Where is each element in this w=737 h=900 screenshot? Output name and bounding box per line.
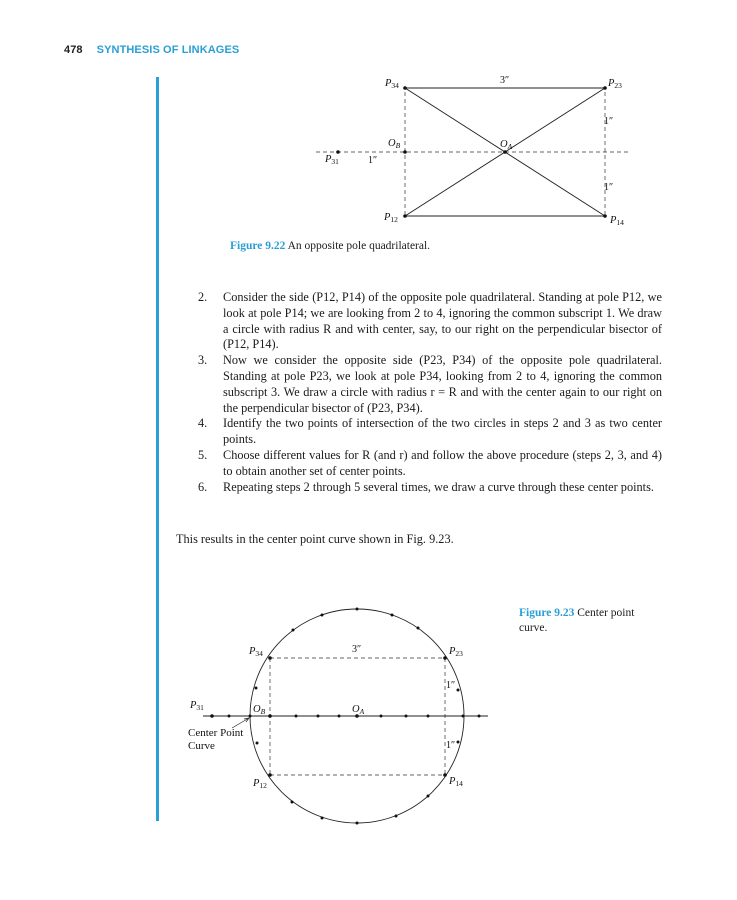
fig922-point-ob <box>403 150 407 154</box>
fig923-axis-point <box>405 715 408 718</box>
fig923-curve-point <box>356 822 359 825</box>
fig922-dim-right-lower: 1″ <box>604 182 614 193</box>
step-5-number: 5. <box>198 447 208 462</box>
fig923-curve-point <box>356 608 359 611</box>
fig923-pole-p34 <box>268 656 272 660</box>
fig922-label-oa: OA <box>500 139 513 151</box>
fig923-curve-label-line1: Center Point <box>188 727 244 739</box>
fig923-axis-point <box>295 715 298 718</box>
fig923-curve-point <box>255 687 258 690</box>
fig923-curve-label-arrow <box>244 718 249 722</box>
fig923-curve-label-line2: Curve <box>188 740 215 752</box>
fig923-point-ob <box>268 714 272 718</box>
fig923-label-oa: OA <box>352 704 365 716</box>
fig922-label-p34: P34 <box>385 78 399 90</box>
fig923-axis-point <box>427 715 430 718</box>
fig922-dim-left: 1″ <box>368 155 378 166</box>
fig923-label-p12: P12 <box>253 778 267 790</box>
fig923-curve-point <box>395 815 398 818</box>
fig923-label-p23: P23 <box>449 646 463 658</box>
fig923-axis-point <box>249 715 252 718</box>
fig922-pole-p14 <box>603 214 607 218</box>
fig923-pole-p12 <box>268 773 272 777</box>
fig923-axis-point <box>478 715 481 718</box>
step-6-number: 6. <box>198 479 208 494</box>
figure-9-23-caption <box>519 606 659 636</box>
fig923-curve-point <box>457 689 460 692</box>
figure-9-23-number: Figure 9.23 <box>519 607 575 619</box>
fig923-pole-p14 <box>443 773 447 777</box>
step-4-text: Identify the two points of intersection of the two circles in steps 2 and 3 as two center points. <box>223 416 662 447</box>
step-3 <box>198 353 662 416</box>
fig923-pole-p31 <box>210 714 214 718</box>
fig923-dim-right-upper: 1″ <box>446 680 456 691</box>
fig923-curve-point <box>427 795 430 798</box>
fig922-label-p31: P31 <box>325 154 339 166</box>
fig922-label-p12: P12 <box>384 212 398 224</box>
fig923-pole-p23 <box>443 656 447 660</box>
fig922-pole-p31 <box>336 150 340 154</box>
fig923-axis-point <box>338 715 341 718</box>
fig923-curve-point <box>321 817 324 820</box>
fig922-label-p23: P23 <box>608 78 622 90</box>
step-5-text: Choose different values for R (and r) and follow the above procedure (steps 2, 3, and 4) to obtain another set of center points. <box>223 447 662 478</box>
fig923-curve-point <box>292 629 295 632</box>
fig923-curve-point <box>391 614 394 617</box>
fig923-axis-point <box>228 715 231 718</box>
fig923-curve-point <box>457 741 460 744</box>
fig922-pole-p34 <box>403 86 407 90</box>
fig923-curve-point <box>256 742 259 745</box>
running-title: SYNTHESIS OF LINKAGES <box>96 44 240 56</box>
fig923-label-p14: P14 <box>449 776 463 788</box>
step-4-number: 4. <box>198 416 208 431</box>
fig923-curve-point <box>417 627 420 630</box>
step-5 <box>198 448 662 480</box>
page-number: 478 <box>64 44 83 56</box>
fig922-pole-p12 <box>403 214 407 218</box>
fig923-curve-point <box>321 614 324 617</box>
fig922-label-ob: OB <box>388 138 401 150</box>
step-6-text: Repeating steps 2 through 5 several times, we draw a curve through these center points. <box>223 479 654 494</box>
fig923-curve-point <box>291 801 294 804</box>
step-6 <box>198 480 662 496</box>
fig923-dim-right-lower: 1″ <box>446 740 456 751</box>
fig923-axis-point <box>380 715 383 718</box>
fig923-label-p31: P31 <box>190 700 204 712</box>
figure-9-22-diagram <box>0 0 737 260</box>
step-3-number: 3. <box>198 353 208 368</box>
fig923-axis-point <box>462 715 465 718</box>
figure-9-23-caption-text: Center point curve. <box>519 607 635 634</box>
fig923-dim-top: 3″ <box>352 644 362 655</box>
fig922-dim-top: 3″ <box>500 75 510 86</box>
figure-9-22-caption <box>230 240 430 252</box>
fig922-label-p14: P14 <box>610 215 624 227</box>
fig923-label-p34: P34 <box>249 646 263 658</box>
fig922-point-oa <box>503 150 507 154</box>
fig923-axis-point <box>317 715 320 718</box>
results-paragraph: This results in the center point curve shown in Fig. 9.23. <box>176 532 454 546</box>
step-2-text: Consider the side (P12, P14) of the opposite pole quadrilateral. Standing at pole P12, we look at pole P14; we are looking from 2 to 4, ignoring the common subscript 1. We draw a circle with radius R and with center, say, to our right on the perpendicular bisector of (P12, P14). <box>223 290 662 352</box>
fig922-dim-right-upper: 1″ <box>604 116 614 127</box>
procedure-steps <box>198 290 662 495</box>
step-3-text: Now we consider the opposite side (P23, P34) of the opposite pole quadrilateral. Standing at pole P23, we look at pole P34, looking from 2 to 4, ignoring the common subscript 3. We draw a circle with radius r = R and with the center again to our right on the perpendicular bisector of (P23, P34). <box>223 353 662 415</box>
figure-9-22-number: Figure 9.22 <box>230 240 286 252</box>
step-2-number: 2. <box>198 290 208 304</box>
figure-9-22-caption-text: An opposite pole quadrilateral. <box>287 240 431 252</box>
fig923-label-ob: OB <box>253 704 266 716</box>
step-2 <box>198 290 662 353</box>
fig922-pole-p23 <box>603 86 607 90</box>
step-4 <box>198 416 662 448</box>
